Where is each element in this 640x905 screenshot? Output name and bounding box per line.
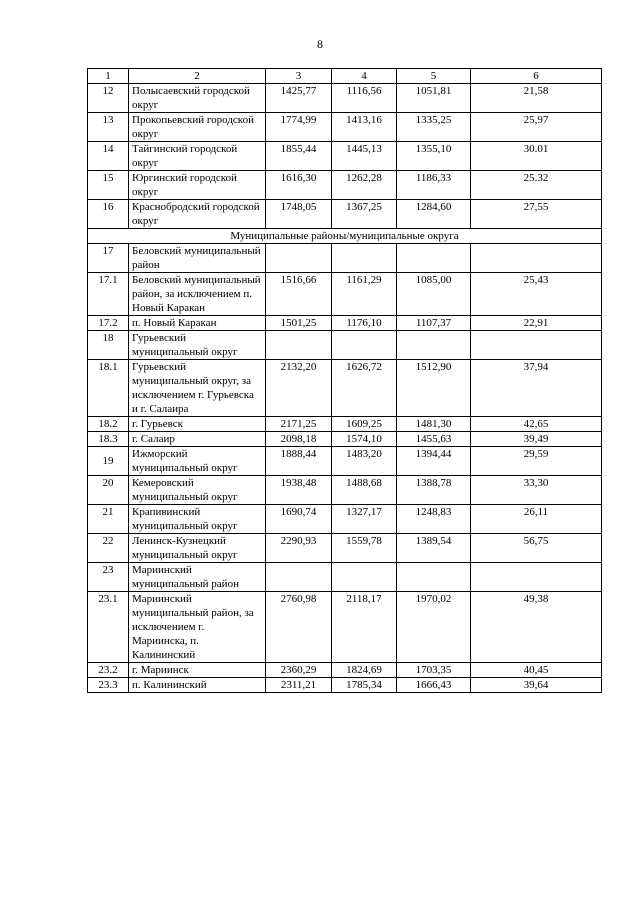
row-value-col3: 2098,18 bbox=[266, 432, 332, 447]
header-cell-1: 1 bbox=[88, 69, 129, 84]
header-cell-6: 6 bbox=[471, 69, 602, 84]
row-value-col4: 1824,69 bbox=[332, 663, 397, 678]
row-number-cell: 23.2 bbox=[88, 663, 129, 678]
row-name-cell: Кемеровский муниципальный округ bbox=[129, 476, 266, 505]
row-value-col3: 2360,29 bbox=[266, 663, 332, 678]
row-number-cell: 22 bbox=[88, 534, 129, 563]
row-value-col4 bbox=[332, 563, 397, 592]
row-name-cell: п. Калининский bbox=[129, 678, 266, 693]
row-number-cell: 19 bbox=[88, 447, 129, 476]
table-row bbox=[88, 563, 602, 592]
table-row bbox=[88, 200, 602, 229]
row-value-col6: 21,58 bbox=[471, 84, 602, 113]
row-name-cell: Мариинский муниципальный район bbox=[129, 563, 266, 592]
row-value-col3: 1748,05 bbox=[266, 200, 332, 229]
row-value-col4: 1367,25 bbox=[332, 200, 397, 229]
table-row bbox=[88, 360, 602, 417]
row-name-cell: Тайгинский городской округ bbox=[129, 142, 266, 171]
row-name-cell: Прокопьевский городской округ bbox=[129, 113, 266, 142]
table-row bbox=[88, 142, 602, 171]
row-value-col4: 1176,10 bbox=[332, 316, 397, 331]
row-value-col4: 1626,72 bbox=[332, 360, 397, 417]
row-name-cell: Гурьевский муниципальный округ bbox=[129, 331, 266, 360]
row-value-col6: 22,91 bbox=[471, 316, 602, 331]
table-row bbox=[88, 432, 602, 447]
row-value-col6 bbox=[471, 244, 602, 273]
row-name-cell: Полысаевский городской округ bbox=[129, 84, 266, 113]
row-value-col3: 1425,77 bbox=[266, 84, 332, 113]
row-number-cell: 18.3 bbox=[88, 432, 129, 447]
row-value-col6: 26,11 bbox=[471, 505, 602, 534]
row-value-col5: 1107,37 bbox=[397, 316, 471, 331]
row-value-col3: 1516,66 bbox=[266, 273, 332, 316]
row-value-col3 bbox=[266, 563, 332, 592]
row-value-col5: 1455,63 bbox=[397, 432, 471, 447]
row-name-cell: Беловский муниципальный район bbox=[129, 244, 266, 273]
row-value-col5 bbox=[397, 244, 471, 273]
row-number-cell: 23.3 bbox=[88, 678, 129, 693]
row-value-col6: 40,45 bbox=[471, 663, 602, 678]
table-row bbox=[88, 417, 602, 432]
row-name-cell: Беловский муниципальный район, за исключением п. Новый Каракан bbox=[129, 273, 266, 316]
row-name-cell: Ижморский муниципальный округ bbox=[129, 447, 266, 476]
row-value-col3: 1501,25 bbox=[266, 316, 332, 331]
table-row bbox=[88, 476, 602, 505]
table-row bbox=[88, 316, 602, 331]
row-number-cell: 23 bbox=[88, 563, 129, 592]
row-value-col5: 1085,00 bbox=[397, 273, 471, 316]
table-row bbox=[88, 273, 602, 316]
row-number-cell: 18.1 bbox=[88, 360, 129, 417]
row-value-col5: 1248,83 bbox=[397, 505, 471, 534]
row-name-cell: г. Мариинск bbox=[129, 663, 266, 678]
row-value-col6: 30.01 bbox=[471, 142, 602, 171]
table-row bbox=[88, 678, 602, 693]
row-number-cell: 18.2 bbox=[88, 417, 129, 432]
row-value-col5: 1389,54 bbox=[397, 534, 471, 563]
row-number-cell: 12 bbox=[88, 84, 129, 113]
row-value-col6: 33,30 bbox=[471, 476, 602, 505]
row-value-col6 bbox=[471, 331, 602, 360]
row-number-cell: 17 bbox=[88, 244, 129, 273]
table-row bbox=[88, 113, 602, 142]
row-value-col4: 1483,20 bbox=[332, 447, 397, 476]
tariff-table bbox=[87, 68, 602, 693]
row-name-cell: Ленинск-Кузнецкий муниципальный округ bbox=[129, 534, 266, 563]
row-value-col3: 2760,98 bbox=[266, 592, 332, 663]
row-value-col4: 2118,17 bbox=[332, 592, 397, 663]
row-name-cell: Гурьевский муниципальный округ, за исключением г. Гурьевска и г. Салаира bbox=[129, 360, 266, 417]
row-value-col6: 42,65 bbox=[471, 417, 602, 432]
row-value-col6: 25,43 bbox=[471, 273, 602, 316]
row-number-cell: 18 bbox=[88, 331, 129, 360]
table-row bbox=[88, 534, 602, 563]
table-row bbox=[88, 447, 602, 476]
row-value-col5: 1481,30 bbox=[397, 417, 471, 432]
row-name-cell: г. Салаир bbox=[129, 432, 266, 447]
row-value-col3: 1690,74 bbox=[266, 505, 332, 534]
row-value-col6: 27,55 bbox=[471, 200, 602, 229]
row-value-col6: 37,94 bbox=[471, 360, 602, 417]
header-row bbox=[88, 69, 602, 84]
row-value-col5: 1394,44 bbox=[397, 447, 471, 476]
row-number-cell: 17.1 bbox=[88, 273, 129, 316]
row-value-col3 bbox=[266, 331, 332, 360]
row-value-col5 bbox=[397, 331, 471, 360]
row-name-cell: Краснобродский городской округ bbox=[129, 200, 266, 229]
row-value-col3: 1616,30 bbox=[266, 171, 332, 200]
row-value-col4: 1609,25 bbox=[332, 417, 397, 432]
table-row bbox=[88, 663, 602, 678]
row-value-col5: 1703,35 bbox=[397, 663, 471, 678]
row-value-col4: 1327,17 bbox=[332, 505, 397, 534]
row-number-cell: 17.2 bbox=[88, 316, 129, 331]
section-title: Муниципальные районы/муниципальные округа bbox=[88, 229, 602, 244]
row-value-col4: 1559,78 bbox=[332, 534, 397, 563]
row-value-col5: 1388,78 bbox=[397, 476, 471, 505]
row-value-col5: 1970,02 bbox=[397, 592, 471, 663]
row-value-col3: 1888,44 bbox=[266, 447, 332, 476]
row-name-cell: Мариинский муниципальный район, за исключением г. Мариинска, п. Калининский bbox=[129, 592, 266, 663]
row-value-col4: 1445,13 bbox=[332, 142, 397, 171]
row-value-col4: 1488,68 bbox=[332, 476, 397, 505]
table-row bbox=[88, 505, 602, 534]
row-value-col5 bbox=[397, 563, 471, 592]
row-value-col6: 39,49 bbox=[471, 432, 602, 447]
row-value-col5: 1512,90 bbox=[397, 360, 471, 417]
row-number-cell: 15 bbox=[88, 171, 129, 200]
row-value-col4: 1574,10 bbox=[332, 432, 397, 447]
row-value-col4: 1785,34 bbox=[332, 678, 397, 693]
header-cell-5: 5 bbox=[397, 69, 471, 84]
page-number: 8 bbox=[317, 37, 323, 51]
row-value-col6: 29,59 bbox=[471, 447, 602, 476]
row-value-col3: 1938,48 bbox=[266, 476, 332, 505]
row-name-cell: Крапивинский муниципальный округ bbox=[129, 505, 266, 534]
row-value-col5: 1186,33 bbox=[397, 171, 471, 200]
row-number-cell: 23.1 bbox=[88, 592, 129, 663]
table-row bbox=[88, 171, 602, 200]
row-value-col5: 1051,81 bbox=[397, 84, 471, 113]
section-row bbox=[88, 229, 602, 244]
row-value-col4: 1413,16 bbox=[332, 113, 397, 142]
row-number-cell: 20 bbox=[88, 476, 129, 505]
table-row bbox=[88, 244, 602, 273]
row-value-col3: 2132,20 bbox=[266, 360, 332, 417]
row-value-col4 bbox=[332, 244, 397, 273]
row-value-col3: 1855,44 bbox=[266, 142, 332, 171]
row-number-cell: 13 bbox=[88, 113, 129, 142]
row-value-col6: 49,38 bbox=[471, 592, 602, 663]
row-value-col6: 25,97 bbox=[471, 113, 602, 142]
row-value-col3: 2311,21 bbox=[266, 678, 332, 693]
row-value-col4 bbox=[332, 331, 397, 360]
row-number-cell: 21 bbox=[88, 505, 129, 534]
table-row bbox=[88, 592, 602, 663]
row-value-col4: 1116,56 bbox=[332, 84, 397, 113]
header-cell-2: 2 bbox=[129, 69, 266, 84]
row-value-col4: 1262,28 bbox=[332, 171, 397, 200]
table-body bbox=[88, 69, 602, 693]
row-value-col4: 1161,29 bbox=[332, 273, 397, 316]
row-value-col3 bbox=[266, 244, 332, 273]
row-name-cell: г. Гурьевск bbox=[129, 417, 266, 432]
row-value-col5: 1284,60 bbox=[397, 200, 471, 229]
row-number-cell: 16 bbox=[88, 200, 129, 229]
row-value-col5: 1355,10 bbox=[397, 142, 471, 171]
row-value-col5: 1666,43 bbox=[397, 678, 471, 693]
row-number-cell: 14 bbox=[88, 142, 129, 171]
table-row bbox=[88, 331, 602, 360]
row-value-col6: 39,64 bbox=[471, 678, 602, 693]
row-value-col6: 56,75 bbox=[471, 534, 602, 563]
header-cell-4: 4 bbox=[332, 69, 397, 84]
row-name-cell: Юргинский городской округ bbox=[129, 171, 266, 200]
header-cell-3: 3 bbox=[266, 69, 332, 84]
row-value-col6 bbox=[471, 563, 602, 592]
row-value-col3: 2290,93 bbox=[266, 534, 332, 563]
row-value-col3: 2171,25 bbox=[266, 417, 332, 432]
row-value-col5: 1335,25 bbox=[397, 113, 471, 142]
table-row bbox=[88, 84, 602, 113]
row-name-cell: п. Новый Каракан bbox=[129, 316, 266, 331]
row-value-col3: 1774,99 bbox=[266, 113, 332, 142]
row-value-col6: 25.32 bbox=[471, 171, 602, 200]
